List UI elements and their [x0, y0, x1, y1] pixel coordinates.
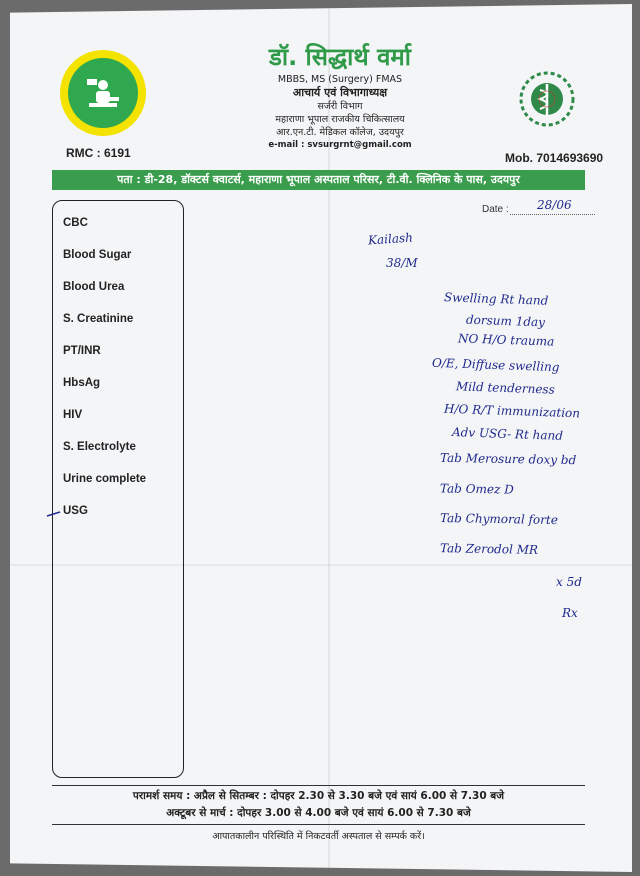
medication-line: Tab Chymoral forte — [439, 510, 559, 528]
department: सर्जरी विभाग — [317, 101, 363, 112]
medication-line: Tab Omez D — [439, 481, 514, 497]
duration: x 5d — [556, 575, 582, 589]
rmc-number: RMC : 6191 — [66, 146, 131, 160]
test-item: HbsAg — [63, 377, 101, 389]
signature: Rx — [562, 606, 578, 620]
medication-line: Tab Merosure doxy bd — [439, 450, 577, 468]
doctor-name: डॉ. सिद्धार्थ वर्मा — [269, 43, 411, 71]
test-item: CBC — [63, 217, 88, 229]
medical-emblem-icon — [518, 70, 576, 128]
footer-divider — [52, 785, 585, 786]
date-label: Date : — [482, 204, 509, 215]
test-item: PT/INR — [63, 345, 101, 357]
note-line: dorsum 1day — [465, 312, 546, 330]
checkmark-icon — [46, 508, 62, 520]
date-underline — [510, 214, 595, 215]
test-item: USG — [63, 505, 88, 517]
doctor-logo — [60, 50, 146, 136]
medication-line: Tab Zerodol MR — [439, 541, 539, 557]
test-item: Blood Sugar — [63, 249, 132, 261]
test-item: Urine complete — [63, 473, 147, 485]
note-line: Mild tenderness — [455, 379, 555, 397]
designation: आचार्य एवं विभागाध्यक्ष — [292, 86, 388, 99]
note-line: Adv USG- Rt hand — [451, 425, 564, 443]
note-line: O/E, Diffuse swelling — [431, 355, 560, 375]
hospital-name: महाराणा भूपाल राजकीय चिकित्सालय — [275, 114, 405, 125]
note-line: NO H/O trauma — [457, 331, 555, 349]
date-value: 28/06 — [537, 198, 572, 212]
note-line: Swelling Rt hand — [443, 290, 549, 308]
consult-timing-summer: परामर्श समय : अप्रैल से सितम्बर : दोपहर 2.30 से 3.30 बजे एवं सायं 6.00 से 7.30 बजे — [132, 790, 505, 802]
mobile-number: Mob. 7014693690 — [505, 151, 604, 165]
surgeon-icon — [81, 71, 125, 115]
test-item: S. Electrolyte — [63, 441, 136, 453]
note-line: H/O R/T immunization — [443, 401, 581, 421]
test-item: Blood Urea — [63, 281, 125, 293]
email: e-mail : svsurgrnt@gmail.com — [268, 140, 412, 150]
patient-age-sex: 38/M — [386, 256, 418, 270]
letterhead — [230, 42, 450, 151]
footer-divider — [52, 824, 585, 825]
emergency-note: आपातकालीन परिस्थिति में निकटवर्ती अस्पताल से सम्पर्क करें। — [212, 831, 425, 842]
consult-timing-winter: अक्टूबर से मार्च : दोपहर 3.00 से 4.00 बजे एवं सायं 6.00 से 7.30 बजे — [166, 807, 471, 819]
address-bar: पता : डी-28, डॉक्टर्स क्वाटर्स, महाराणा भूपाल अस्पताल परिसर, टी.वी. क्लिनिक के पास, उदयपुर — [52, 170, 585, 190]
patient-name: Kailash — [367, 230, 414, 248]
qualifications: MBBS, MS (Surgery) FMAS — [277, 74, 403, 85]
test-item: HIV — [63, 409, 83, 421]
test-item: S. Creatinine — [63, 313, 134, 325]
college-name: आर.एन.टी. मेडिकल कॉलेज, उदयपुर — [276, 127, 404, 138]
